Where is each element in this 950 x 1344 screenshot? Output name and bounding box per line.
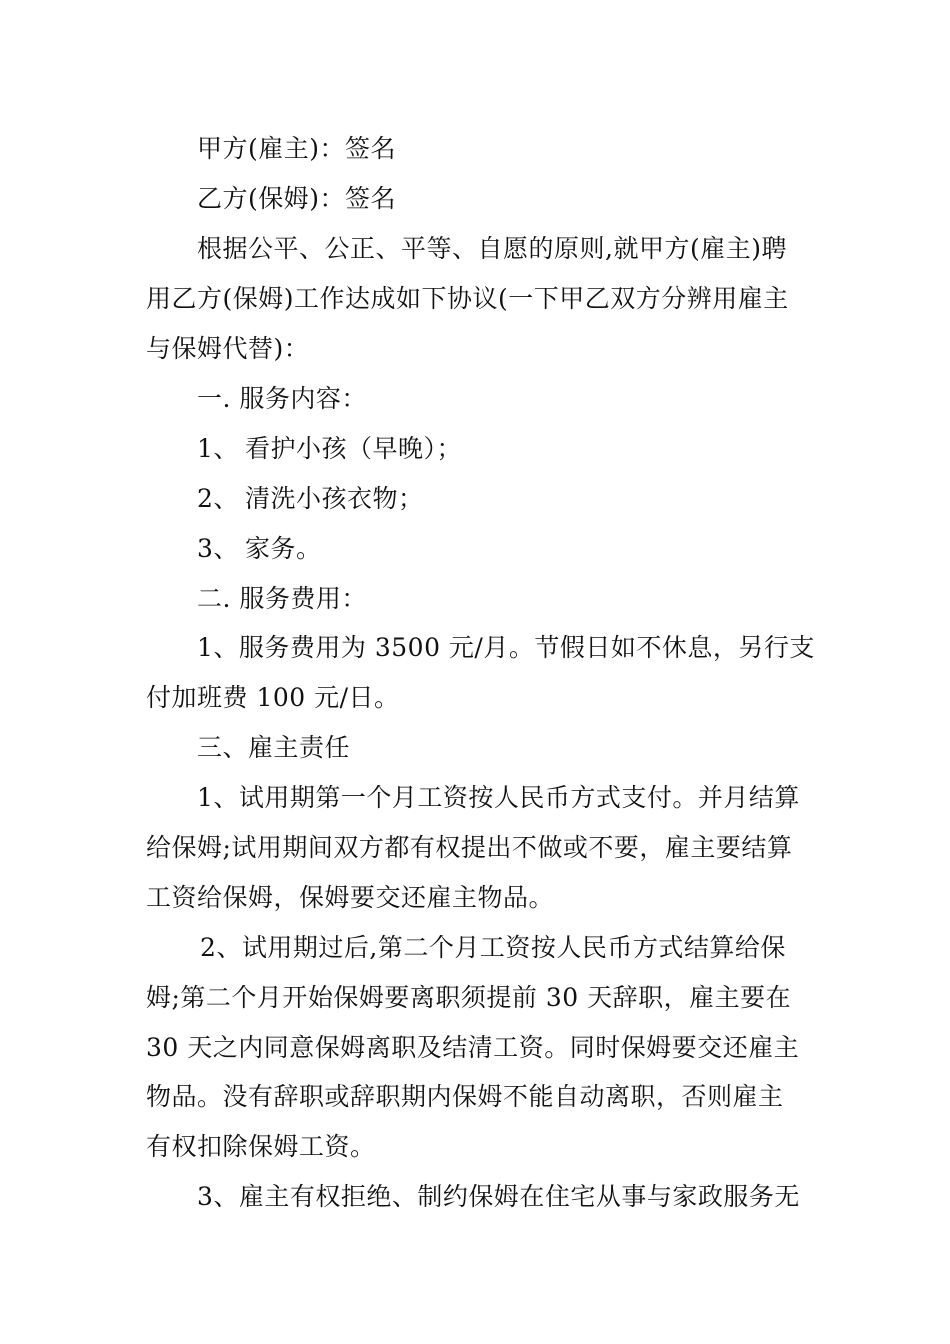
fee-line-2: 付加班费 100 元/日。 bbox=[146, 683, 400, 712]
clause-2-line-1: 2、试用期过后,第二个月工资按人民币方式结算给保 bbox=[200, 933, 786, 962]
service-item-text: 看护小孩（早晚）； bbox=[245, 434, 463, 463]
service-item-number: 2、 bbox=[197, 484, 239, 513]
fee-line-1: 1、服务费用为 3500 元/月。节假日如不休息，另行支 bbox=[197, 633, 815, 662]
clause-2-line-2: 姆;第二个月开始保姆要离职须提前 30 天辞职，雇主要在 bbox=[146, 983, 792, 1012]
service-item-number: 3、 bbox=[197, 534, 239, 563]
clause-1-line-2: 给保姆;试用期间双方都有权提出不做或不要，雇主要结算 bbox=[146, 833, 793, 862]
clause-1-line-1: 1、试用期第一个月工资按人民币方式支付。并月结算 bbox=[197, 783, 800, 812]
section-1-heading: 一. 服务内容： bbox=[197, 384, 367, 413]
intro-line-1: 根据公平、公正、平等、自愿的原则,就甲方(雇主)聘 bbox=[197, 234, 787, 263]
intro-line-2: 用乙方(保姆)工作达成如下协议(一下甲乙双方分辨用雇主 bbox=[146, 284, 789, 313]
service-item-1 bbox=[197, 434, 462, 464]
clause-3-line-1: 3、雇主有权拒绝、制约保姆在住宅从事与家政服务无 bbox=[197, 1182, 800, 1211]
service-item-3 bbox=[197, 534, 322, 564]
clause-1-line-3: 工资给保姆，保姆要交还雇主物品。 bbox=[146, 883, 555, 912]
clause-2-line-3: 30 天之内同意保姆离职及结清工资。同时保姆要交还雇主 bbox=[146, 1033, 800, 1062]
clause-2-line-5: 有权扣除保姆工资。 bbox=[146, 1132, 376, 1161]
service-item-number: 1、 bbox=[197, 434, 239, 463]
party-a-signature-line: 甲方(雇主)：签名 bbox=[197, 134, 397, 163]
service-item-text: 清洗小孩衣物； bbox=[245, 484, 424, 513]
clause-2-line-4: 物品。没有辞职或辞职期内保姆不能自动离职，否则雇主 bbox=[146, 1082, 784, 1111]
party-b-signature-line: 乙方(保姆)：签名 bbox=[197, 184, 397, 213]
section-3-heading: 三、雇主责任 bbox=[197, 733, 351, 762]
section-2-heading: 二. 服务费用： bbox=[197, 584, 367, 613]
service-item-2 bbox=[197, 484, 424, 514]
intro-line-3: 与保姆代替)： bbox=[146, 334, 310, 363]
service-item-text: 家务。 bbox=[245, 534, 322, 563]
